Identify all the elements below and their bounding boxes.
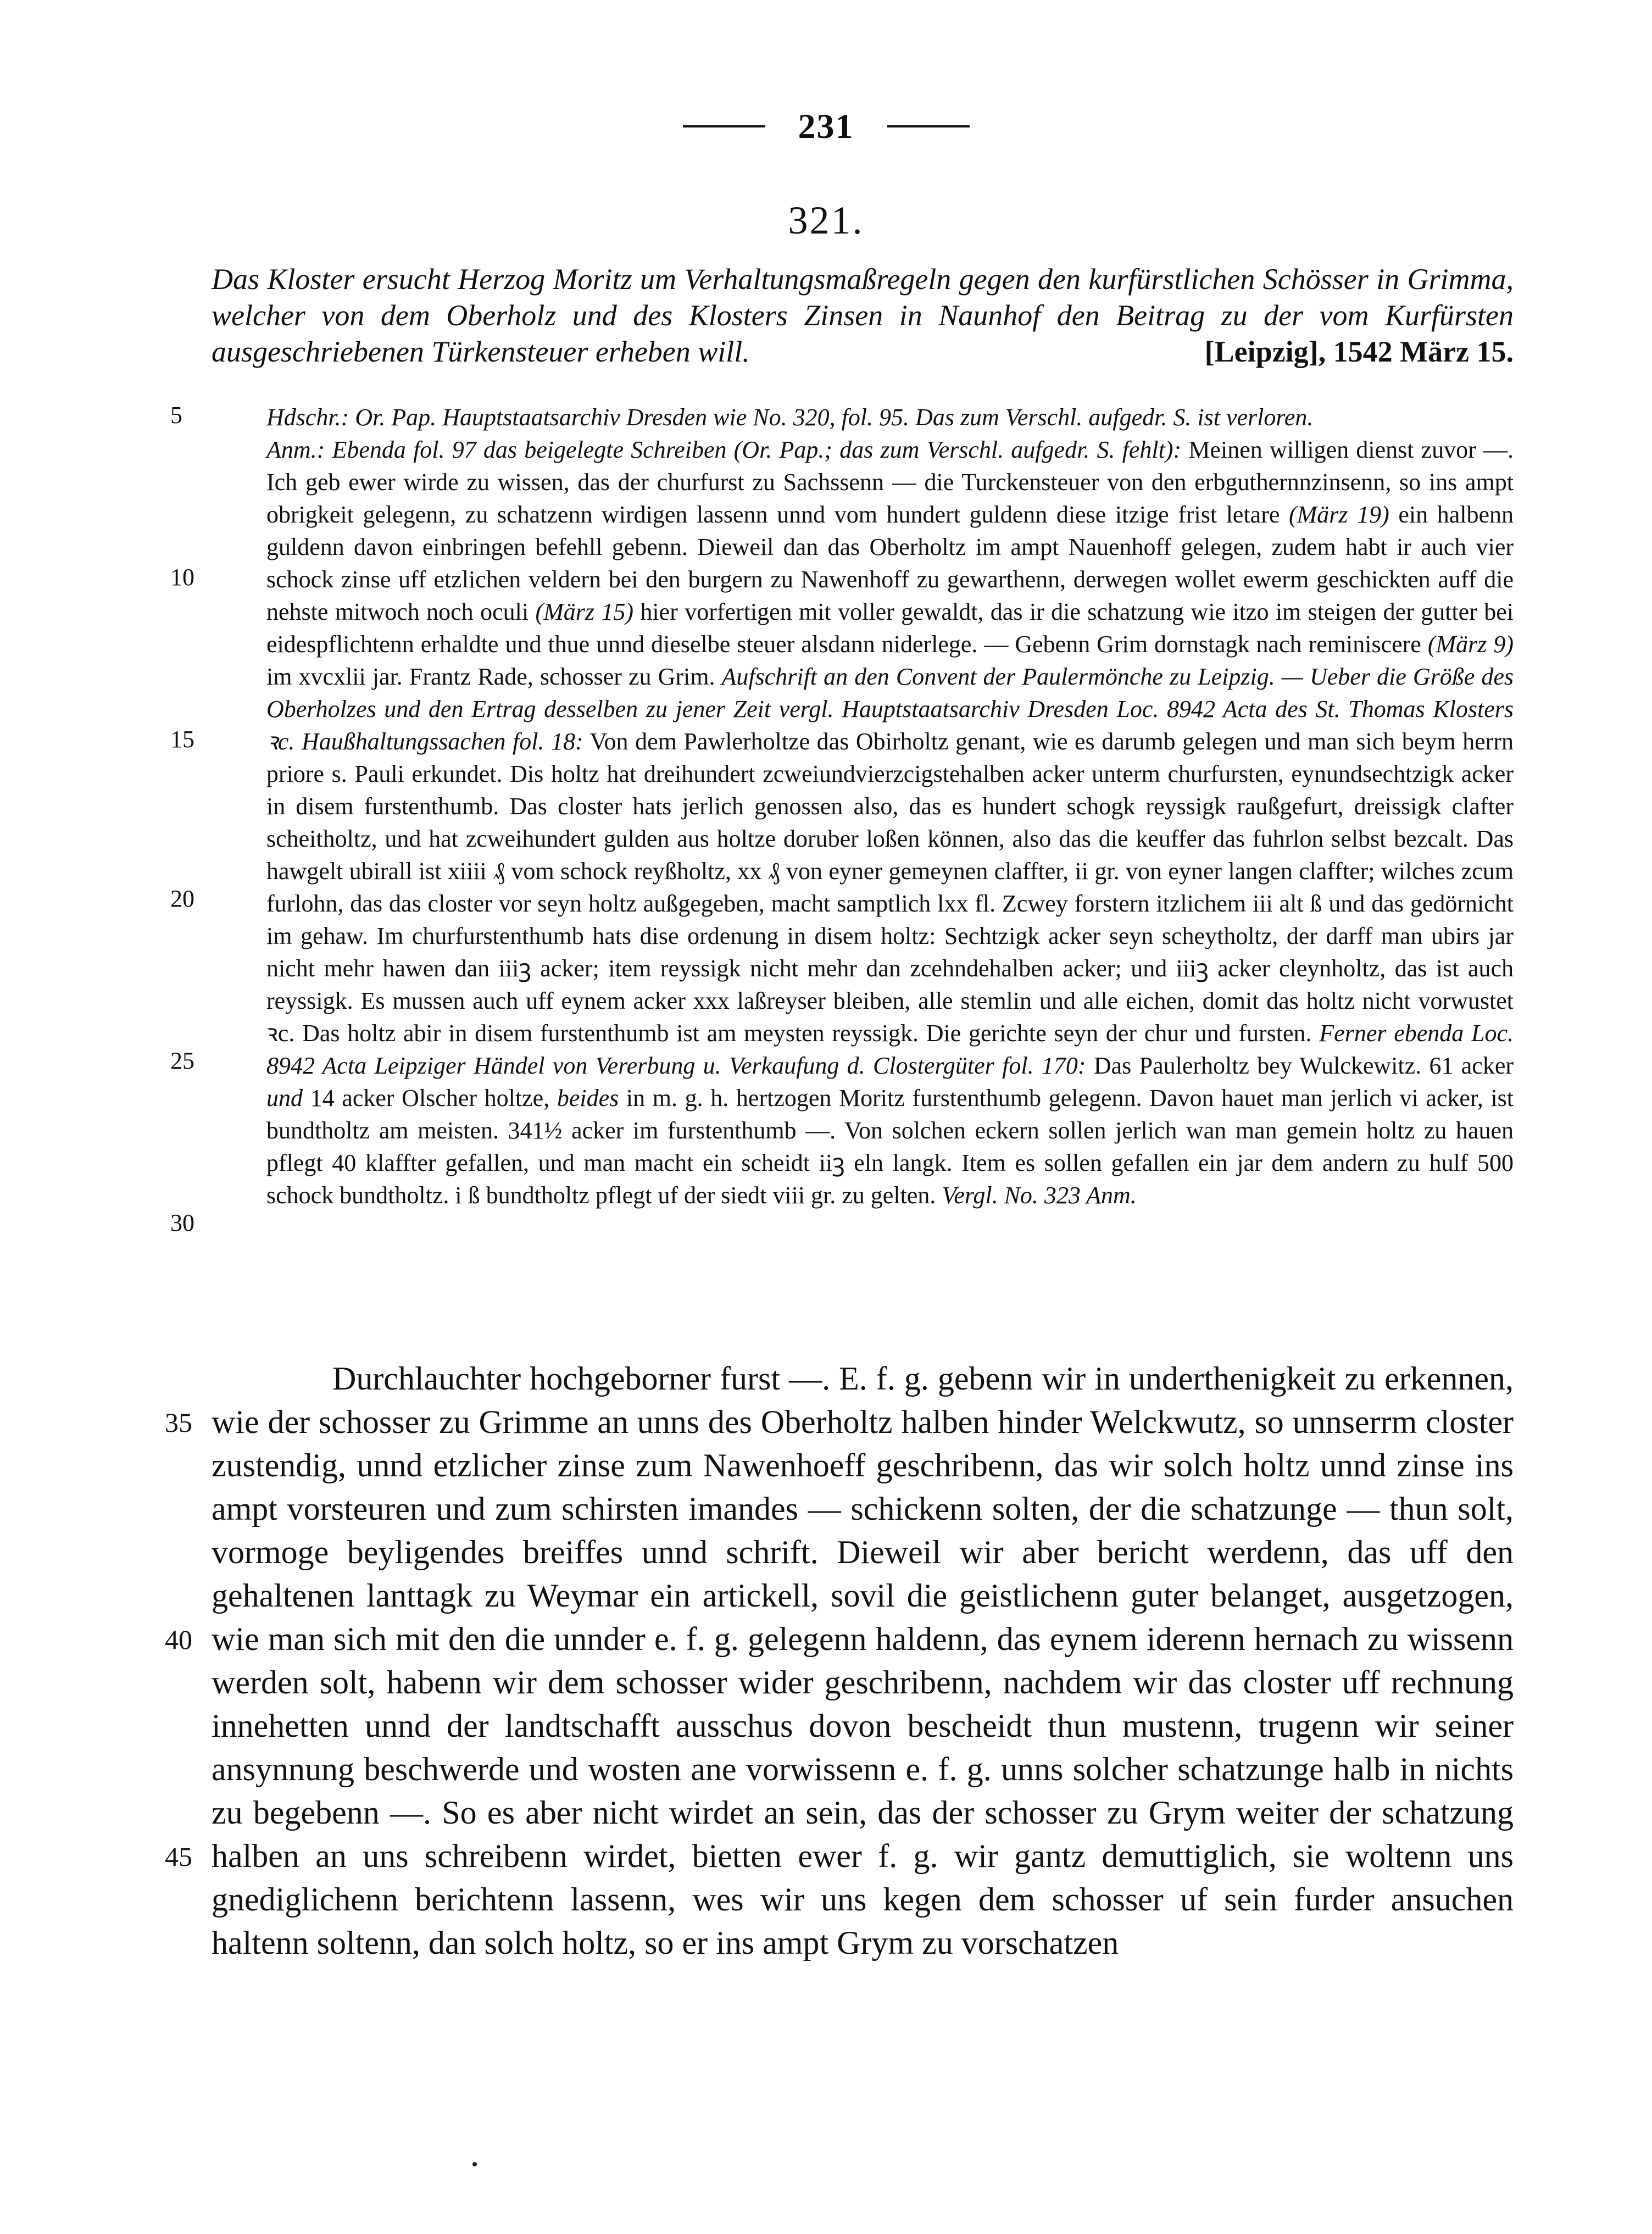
line-number: 45 [165,1841,192,1872]
document-title: Das Kloster ersucht Herzog Moritz um Verhaltungsmaßregeln gegen den kurfürstlichen Schösser in Grimma, welcher von dem Oberholz und des Klosters Zinsen in Naunhof den Beitrag zu der vom Kurfürsten ausgeschriebenen Türkensteuer erheben will. [212,263,1514,368]
note-text: 14 acker Olscher holtze, [310,1085,550,1112]
note-reference: Ferner ebenda Loc. 8942 Acta Leipziger Händel von Vererbung u. Verkaufung d. Clostergüter fol. 170: [266,1020,1514,1079]
note-text: Das Paulerholtz bey Wulckewitz. 61 acker [1093,1052,1514,1079]
note-reference: Vergl. No. 323 Anm. [942,1182,1137,1209]
note-text: Meinen willigen dienst zuvor —. Ich geb ewer wirde zu wissen, das der churfurst zu Sachssenn — die Turckensteuer von den erbguthernnzinsenn, so ins ampt obrigkeit gelegenn, zu schatzenn wirdigen lassenn unnd vom hundert guldenn diese itzige frist letare [266,436,1514,528]
annotation-paragraph [266,434,1514,1212]
note-date: (März 9) [1427,631,1514,658]
note-date: (März 15) [535,598,634,625]
letter-body [212,1357,1514,1965]
note-italic-word: beides [557,1085,619,1112]
line-number: 10 [170,564,194,591]
page-header [0,102,1652,151]
document-dateline: [Leipzig], 1542 März 15. [1204,335,1514,368]
note-text: im xvcxlii jar. Frantz Rade, schosser zu Grim. [266,663,715,690]
note-text: ein halbenn guldenn davon einbringen befehll gebenn. Dieweil dan das Oberholtz im ampt Nauenhoff gelegen, zudem habt ir auch vier schock zinse uff etzlichen veldern bei den burgern zu Nawenhoff zu gewarthenn, derwegen wollet ewerm geschickten auff die nehste mitwoch noch oculi [266,501,1514,625]
line-number: 25 [170,1047,194,1074]
line-number: 20 [170,885,194,912]
document-number: 321. [788,198,864,242]
note-text: Von dem Pawlerholtze das Obirholtz genant, wie es darumb gelegen und man sich beym herrn priore s. Pauli erkundet. Dis holtz hat dreihundert zcweiundvierzcigstehalben acker unterm churfursten, eynundsechtzigk acker in disem furstenthumb. Das closter hats jerlich genossen also, das es hundert schogk reyssigk raußgefurt, dreissigk clafter scheitholtz, und hat zcweihundert gulden aus holtze doruber loßen können, also das die keuffer das fuhrlon selbst bezcalt. Das hawgelt ubirall ist xiiii ₰ vom schock reyßholtz, xx ₰ von eyner gemeynen claffter, ii gr. von eyner langen claffter; wilches zcum furlohn, das das closter vor seyn holtz außgegeben, macht samptlich lxx fl. Zcwey forstern itzlichem iii alt ß und das gedörnicht im gehaw. Im churfurstenthumb hats dise ordenung in disem holtz: Sechtzigk acker seyn scheytholtz, der darff man ubirs jar nicht mehr hawen dan iiiꝫ acker; item reyssigk nicht mehr dan zcehndehalben acker; und iiiꝫ acker cleynholtz, das ist auch reyssigk. Es mussen auch uff eynem acker xxx laßreyser bleiben, alle stemlin und alle eichen, domit das holtz nicht vorwustet ꝛc. Das holtz abir in disem furstenthumb ist am meysten reyssigk. Die gerichte seyn der chur und fursten. [266,728,1514,1047]
apparatus-notes [266,401,1514,1212]
source-note: Hdschr.: Or. Pap. Hauptstaatsarchiv Dresden wie No. 320, fol. 95. Das zum Verschl. aufgedr. S. ist verloren. [266,404,1314,431]
line-number: 15 [170,726,194,753]
line-number: 5 [170,402,182,429]
line-number: 40 [165,1624,192,1655]
document-title-block [212,261,1514,370]
note-text: in m. g. h. hertzogen Moritz furstenthumb gelegenn. Davon hauet man jerlich vi acker, ist bundtholtz am meisten. 341½ acker im furstenthumb —. Von solchen eckern sollen jerlich wan man gemein holtz zu hauen pflegt 40 klaffter gefallen, und man macht ein scheidt iiꝫ eln langk. Item es sollen gefallen ein jar dem andern zu hulf 500 schock bundtholtz. i ß bundtholtz pflegt uf der siedt viii gr. zu gelten. [266,1085,1514,1209]
note-italic-word: und [266,1085,303,1112]
page-number: 231 [798,107,854,146]
speck-mark [472,2162,477,2166]
note-text: hier vorfertigen mit voller gewaldt, das ir die schatzung wie itzo im steigen der gutter bei eidespflichtenn erhaldte und thue unnd dieselbe steuer alsdann niderlege. — Gebenn Grim dornstagk nach reminiscere [266,598,1514,658]
header-rule-left [683,125,765,127]
annotation-label: Anm.: Ebenda fol. 97 das beigelegte Schreiben (Or. Pap.; das zum Verschl. aufgedr. S. fehlt): [266,436,1182,463]
header-rule-right [887,125,970,127]
note-date: (März 19) [1288,501,1389,528]
line-number: 35 [165,1407,192,1438]
line-number: 30 [170,1209,194,1236]
letter-paragraph: Durchlauchter hochgeborner furst —. E. f. g. gebenn wir in underthenigkeit zu erkennen, wie der schosser zu Grimme an unns des Oberholtz halben hinder Welckwutz, so unnserrm closter zustendig, unnd etzlicher zinse zum Nawenhoeff geschribenn, das wir solch holtz unnd zinse ins ampt vorsteuren und zum schirsten imandes — schickenn solten, der die schatzunge — thun solt, vormoge beyligendes breiffes unnd schrift. Dieweil wir aber bericht werdenn, das uff den gehaltenen lanttagk zu Weymar ein artickell, sovil die geistlichenn guter belanget, ausgetzogen, wie man sich mit den die unnder e. f. g. gelegenn haldenn, das eynem iderenn hernach zu wissenn werden solt, habenn wir dem schosser wider geschribenn, nachdem wir das closter uff rechnung innehetten unnd der landtschafft ausschus dovon bescheidt thun mustenn, trugenn wir seiner ansynnung beschwerde und wosten ane vorwissenn e. f. g. unns solcher schatzunge halb in nichts zu begebenn —. So es aber nicht wirdet an sein, das der schosser zu Grym weiter der schatzung halben an uns schreibenn wirdet, bietten ewer f. g. wir gantz demuttiglich, sie woltenn uns gnediglichenn berichtenn lassenn, wes wir uns kegen dem schosser uf sein furder ansuchen haltenn soltenn, dan solch holtz, so er ins ampt Grym zu vorschatzen [212,1360,1514,1961]
note-reference: Aufschrift an den Convent der Paulermönche zu Leipzig. — Ueber die Größe des Oberholzes und den Ertrag desselben zu jener Zeit vergl. Hauptstaatsarchiv Dresden Loc. 8942 Acta des St. Thomas Klosters ꝛc. Haußhaltungssachen fol. 18: [266,663,1514,755]
